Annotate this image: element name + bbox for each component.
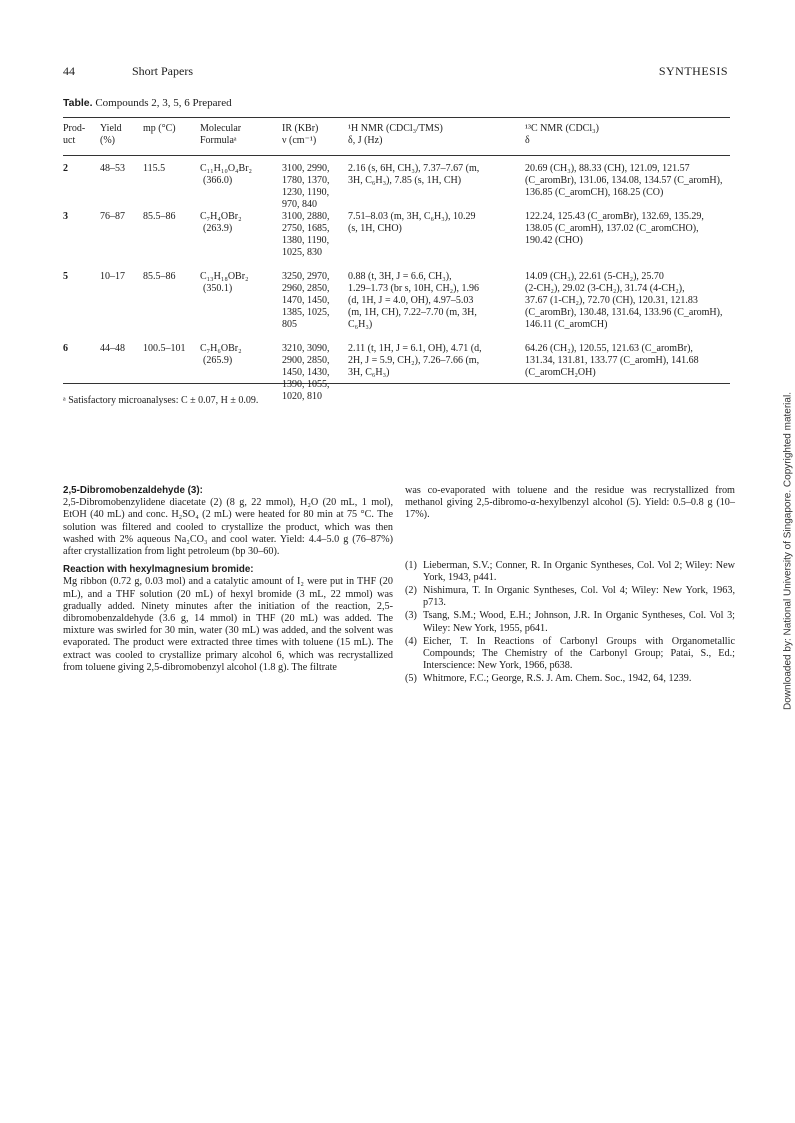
table-bottom-rule: [63, 383, 730, 384]
formula-cell: C₇H₆OBr₂: [200, 343, 242, 354]
reference-text: Whitmore, F.C.; George, R.S. J. Am. Chem. Soc., 1942, 64, 1239.: [423, 673, 692, 685]
left-column: [63, 485, 393, 674]
continued-text: was co-evaporated with toluene and the residue was recrystallized from methanol giving 2,5-dibromo-α-hexylbenzyl alcohol (5). Yield: 0.5–0.8 g (10–17%).: [405, 485, 735, 521]
yield-cell: 48–53: [100, 163, 125, 174]
table-header-cell: δ, J (Hz): [348, 135, 383, 146]
h1-nmr-cell: (m, 1H, CH), 7.22–7.70 (m, 3H,: [348, 307, 477, 318]
section-text: Mg ribbon (0.72 g, 0.03 mol) and a catalytic amount of I₂ were put in THF (20 mL), and a THF solution (20 mL) of hexyl bromide (3 mL, 22 mmol) was gradually added. Ninety minutes after the initiation of the reaction, 2,5-dibromobenzaldehyde (3.6 g, 14 mmol) in THF (20 mL) was added. The mixture was swirled for 30 min, water (30 mL) was added, and the solvent was evaporated. The product were extracted three times with toluene (15 mL). The extract was cooled to crystallize primary alcohol 6, which was recrystallized from toluene giving 2,5-dibromobenzyl alcohol (1.8 g). The filtrate: [63, 576, 393, 673]
c13-nmr-cell: (C_aromBr), 130.48, 131.64, 133.96 (C_aromH),: [525, 307, 723, 318]
table-header-cell: ν (cm⁻¹): [282, 135, 317, 146]
mp-cell: 85.5–86: [143, 211, 176, 222]
table-header-cell: (%): [100, 135, 115, 146]
table-header-cell: IR (KBr): [282, 123, 319, 134]
yield-cell: 44–48: [100, 343, 125, 354]
right-column: [405, 485, 735, 686]
product-number: 6: [63, 343, 68, 354]
table-caption: [63, 97, 232, 109]
reference-text: Lieberman, S.V.; Conner, R. In Organic Syntheses, Col. Vol 2; Wiley: New York, 1943, p441.: [423, 559, 735, 583]
c13-nmr-cell: 138.05 (C_aromH), 137.02 (C_aromCHO),: [525, 223, 699, 234]
ir-cell: 1020, 810: [282, 391, 322, 402]
ir-cell: 3210, 3090,: [282, 343, 330, 354]
ir-cell: 1450, 1430,: [282, 367, 330, 378]
c13-nmr-cell: (C_aromBr), 131.06, 134.08, 134.57 (C_aromH),: [525, 175, 723, 186]
formula-cell: (263.9): [203, 223, 233, 234]
download-notice: [778, 336, 795, 766]
table-header-cell: Molecular: [200, 123, 242, 134]
mp-cell: 100.5–101: [143, 343, 186, 354]
reference-text: Eicher, T. In Reactions of Carbonyl Groups with Organometallic Compounds; The Chemistry of the Carbonyl Group; Patai, S., Ed.; Interscience: New York, 1966, p638.: [423, 635, 735, 672]
reference-item: [405, 610, 735, 634]
c13-nmr-cell: 136.85 (C_aromCH), 168.25 (CO): [525, 187, 664, 198]
c13-nmr-cell: 131.34, 131.81, 133.77 (C_aromH), 141.68: [525, 355, 699, 366]
c13-nmr-cell: 190.42 (CHO): [525, 235, 583, 246]
mp-cell: 85.5–86: [143, 271, 176, 282]
download-notice-text: Downloaded by: National University of Singapore. Copyrighted material.: [782, 392, 794, 710]
formula-cell: C₁₃H₁₈OBr₂: [200, 271, 249, 282]
table-header-cell: δ: [525, 135, 530, 146]
yield-cell: 10–17: [100, 271, 125, 282]
product-number: 5: [63, 271, 68, 282]
h1-nmr-cell: 2.11 (t, 1H, J = 6.1, OH), 4.71 (d,: [348, 343, 482, 354]
mp-cell: 115.5: [143, 163, 166, 174]
section-text: 2,5-Dibromobenzylidene diacetate (2) (8 g, 22 mmol), H₂O (20 mL, 1 mol), EtOH (40 mL) and conc. H₂SO₄ (2 mL) were heated for 80 min at 75 °C. The solution was filtered and cooled to crystallize the product, which was then washed with 2% aqueous Na₂CO₃ and cool water. Yield: 4.4–5.0 g (76–87%) after crystallization from light petroleum (bp 30–60).: [63, 497, 393, 558]
h1-nmr-cell: 7.51–8.03 (m, 3H, C₆H₃), 10.29: [348, 211, 476, 222]
page-number: 44: [63, 64, 75, 78]
reference-item: [405, 636, 735, 673]
reference-number: (2): [405, 585, 417, 597]
h1-nmr-cell: C₆H₃): [348, 319, 373, 330]
ir-cell: 2750, 1685,: [282, 223, 330, 234]
reference-text: Tsang, S.M.; Wood, E.H.; Johnson, J.R. In Organic Syntheses, Col. Vol 3; Wiley: New York, 1955, p641.: [423, 610, 735, 634]
h1-nmr-cell: 2.16 (s, 6H, CH₃), 7.37–7.67 (m,: [348, 163, 480, 174]
h1-nmr-cell: (d, 1H, J = 4.0, OH), 4.97–5.03: [348, 295, 474, 306]
section-title: Short Papers: [132, 64, 193, 78]
reference-text: Nishimura, T. In Organic Syntheses, Col. Vol 4; Wiley: New York, 1963, p713.: [423, 585, 735, 609]
c13-nmr-cell: 64.26 (CH₂), 120.55, 121.63 (C_aromBr),: [525, 343, 693, 354]
ir-cell: 3250, 2970,: [282, 271, 330, 282]
references-list: [405, 560, 735, 686]
reference-item: [405, 673, 735, 685]
table-header-cell: Yield: [100, 123, 122, 134]
table-caption-label: Table.: [63, 97, 93, 109]
table-header-cell: mp (°C): [143, 123, 176, 134]
h1-nmr-cell: 0.88 (t, 3H, J = 6.6, CH₃),: [348, 271, 452, 282]
procedure-section: [63, 564, 393, 674]
ir-cell: 2900, 2850,: [282, 355, 330, 366]
table-header-cell: uct: [63, 135, 76, 146]
product-number: 3: [63, 211, 68, 222]
reference-number: (5): [405, 673, 417, 685]
ir-cell: 1025, 830: [282, 247, 322, 258]
h1-nmr-cell: 3H, C₆H₃), 7.85 (s, 1H, CH): [348, 175, 462, 186]
table-header-cell: Prod-: [63, 123, 86, 134]
c13-nmr-cell: (2-CH₂), 29.02 (3-CH₂), 31.74 (4-CH₂),: [525, 283, 685, 294]
ir-cell: 1230, 1190,: [282, 187, 330, 198]
formula-cell: (366.0): [203, 175, 233, 186]
yield-cell: 76–87: [100, 211, 125, 222]
formula-cell: C₇H₄OBr₂: [200, 211, 242, 222]
h1-nmr-cell: 2H, J = 5.9, CH₂), 7.26–7.66 (m,: [348, 355, 480, 366]
table-footnote: ᵃ Satisfactory microanalyses: C ± 0.07, H ± 0.09.: [63, 395, 259, 406]
table-header-cell: Formulaᵃ: [200, 135, 237, 146]
table-header-cell: ¹H NMR (CDCl₃/TMS): [348, 123, 443, 134]
ir-cell: 1780, 1370,: [282, 175, 330, 186]
h1-nmr-cell: (s, 1H, CHO): [348, 223, 402, 234]
c13-nmr-cell: (C_aromCH₂OH): [525, 367, 596, 378]
section-heading: Reaction with hexylmagnesium bromide:: [63, 564, 254, 576]
formula-cell: (350.1): [203, 283, 233, 294]
h1-nmr-cell: 1.29–1.73 (br s, 10H, CH₂), 1.96: [348, 283, 479, 294]
section-heading: 2,5-Dibromobenzaldehyde (3):: [63, 485, 203, 496]
table-header-cell: ¹³C NMR (CDCl₃): [525, 123, 599, 134]
ir-cell: 1470, 1450,: [282, 295, 330, 306]
c13-nmr-cell: 146.11 (C_aromCH): [525, 319, 608, 330]
ir-cell: 1380, 1190,: [282, 235, 330, 246]
c13-nmr-cell: 122.24, 125.43 (C_aromBr), 132.69, 135.29,: [525, 211, 704, 222]
formula-cell: (265.9): [203, 355, 233, 366]
reference-item: [405, 560, 735, 584]
c13-nmr-cell: 14.09 (CH₃), 22.61 (5-CH₂), 25.70: [525, 271, 664, 282]
ir-cell: 1390, 1055,: [282, 379, 330, 390]
table-top-rule: [63, 117, 730, 118]
c13-nmr-cell: 20.69 (CH₃), 88.33 (CH), 121.09, 121.57: [525, 163, 690, 174]
procedure-section: [63, 485, 393, 558]
h1-nmr-cell: 3H, C₆H₃): [348, 367, 390, 378]
table-header-rule: [63, 155, 730, 156]
reference-number: (1): [405, 559, 417, 571]
table-caption-text: Compounds 2, 3, 5, 6 Prepared: [95, 97, 232, 109]
ir-cell: 3100, 2990,: [282, 163, 330, 174]
reference-number: (4): [405, 635, 417, 647]
ir-cell: 2960, 2850,: [282, 283, 330, 294]
product-number: 2: [63, 163, 68, 174]
c13-nmr-cell: 37.67 (1-CH₂), 72.70 (CH), 120.31, 121.83: [525, 295, 698, 306]
ir-cell: 3100, 2880,: [282, 211, 330, 222]
journal-title: SYNTHESIS: [658, 64, 728, 78]
formula-cell: C₁₁H₁₀O₄Br₂: [200, 163, 253, 174]
ir-cell: 970, 840: [282, 199, 317, 210]
reference-number: (3): [405, 610, 417, 622]
reference-item: [405, 585, 735, 609]
ir-cell: 805: [282, 319, 297, 330]
ir-cell: 1385, 1025,: [282, 307, 330, 318]
